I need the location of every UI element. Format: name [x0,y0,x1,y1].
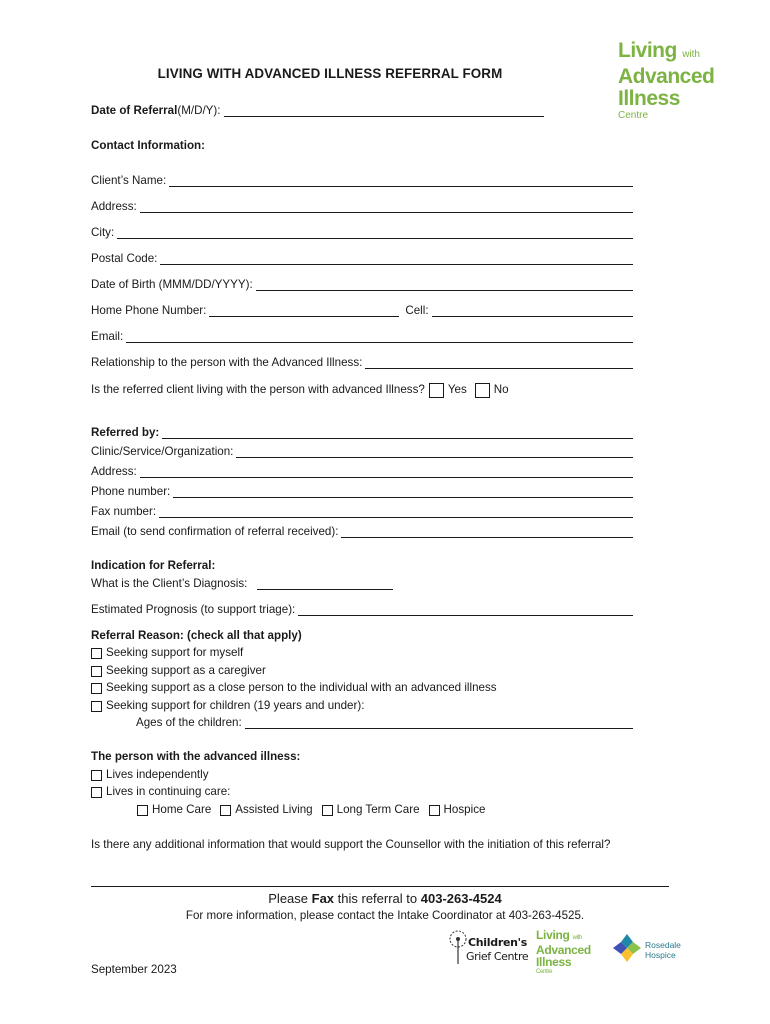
email-row [91,330,633,343]
reason-label-myself: Seeking support for myself [106,646,244,659]
reason-checkbox-myself[interactable] [91,648,102,659]
referred-by-field[interactable] [162,426,633,439]
home-phone-label: Home Phone Number: [91,304,207,317]
continuing-care-checkbox[interactable] [91,787,102,798]
postal-field[interactable] [160,252,633,265]
footer-advanced: Advanced [536,943,591,957]
childrens-grief-centre-logo [446,928,529,968]
footer-with: with [572,935,583,941]
living-question-row [91,381,509,396]
dob-field[interactable] [256,278,633,291]
rosedale-line2: Hospice [645,950,676,960]
logo-with: with [682,49,700,60]
fax-pre: Please [268,891,312,906]
ref-phone-label: Phone number: [91,485,171,498]
diagnosis-label: What is the Client’s Diagnosis: [91,577,248,590]
care-options-row [137,803,485,816]
home-phone-field[interactable] [209,304,399,317]
client-name-row [91,174,633,187]
clinic-label: Clinic/Service/Organization: [91,445,234,458]
home-care-checkbox[interactable] [137,805,148,816]
assisted-living-checkbox[interactable] [220,805,231,816]
additional-info-field[interactable] [91,874,669,887]
no-label: No [493,383,509,396]
ref-email-field[interactable] [341,525,633,538]
rosedale-line1: Rosedale [645,940,681,950]
person-heading: The person with the advanced illness: [91,750,301,763]
address-label: Address: [91,200,137,213]
reason-heading: Referral Reason: (check all that apply) [91,629,302,642]
relationship-field[interactable] [365,356,633,369]
city-label: City: [91,226,115,239]
long-term-care-checkbox[interactable] [322,805,333,816]
grief-centre-text: Grief Centre [466,950,529,963]
postal-label: Postal Code: [91,252,158,265]
fax-word: Fax [311,891,335,906]
reason-item [91,699,364,712]
ref-address-field[interactable] [140,465,633,478]
email-field[interactable] [126,330,633,343]
form-title: LIVING WITH ADVANCED ILLNESS REFERRAL FORM [157,66,503,81]
email-label: Email: [91,330,124,343]
ages-label: Ages of the children: [136,716,242,729]
reason-label-children: Seeking support for children (19 years and under): [106,699,365,712]
reason-checkbox-caregiver[interactable] [91,666,102,677]
lives-independently-row [91,768,209,781]
lives-independently-checkbox[interactable] [91,770,102,781]
reason-item [91,646,243,659]
reason-checkbox-close-person[interactable] [91,683,102,694]
date-of-referral-field[interactable] [224,104,545,117]
rosedale-hospice-logo [611,932,691,968]
address-field[interactable] [140,200,633,213]
prognosis-field[interactable] [298,603,633,616]
cell-label: Cell: [405,304,429,317]
date-of-referral-row [91,104,544,117]
ref-email-row [91,525,633,538]
reason-label-close-person: Seeking support as a close person to the individual with an advanced illness [106,681,497,694]
dob-row [91,278,633,291]
ref-fax-field[interactable] [159,505,633,518]
relationship-row [91,356,633,369]
footer-centre: Centre [536,969,553,975]
yes-label: Yes [447,383,467,396]
date-of-referral-label: Date of Referral [91,104,178,117]
ref-fax-row [91,505,633,518]
no-checkbox[interactable] [475,383,490,398]
info-line: For more information, please contact the Intake Coordinator at 403-263-4525. [185,909,585,922]
ref-address-row [91,465,633,478]
city-field[interactable] [117,226,633,239]
indication-heading: Indication for Referral: [91,559,216,572]
diagnosis-field[interactable] [257,577,393,590]
clinic-row [91,445,633,458]
reason-checkbox-children[interactable] [91,701,102,712]
rosedale-text [645,940,681,960]
diagnosis-row [91,577,393,590]
continuing-care-row [91,785,230,798]
fax-number: 403-263-4524 [420,891,502,906]
logo-centre: Centre [618,110,649,121]
logo-living: Living [618,39,677,62]
hospice-label: Hospice [443,803,486,816]
footer-living: Living [536,928,570,942]
ref-fax-label: Fax number: [91,505,157,518]
postal-row [91,252,633,265]
long-term-care-label: Long Term Care [336,803,420,816]
ref-email-label: Email (to send confirmation of referral received): [91,525,339,538]
footer-illness: Illness [536,955,572,969]
clinic-field[interactable] [236,445,633,458]
continuing-care-label: Lives in continuing care: [106,785,231,798]
footer-date: September 2023 [91,963,177,976]
logo-advanced: Advanced [618,65,715,88]
childrens-text: Children's [468,936,527,949]
ages-field[interactable] [245,716,633,729]
contact-heading: Contact Information: [91,139,205,152]
hospice-checkbox[interactable] [429,805,440,816]
fax-mid: this referral to [334,891,421,906]
living-question-label: Is the referred client living with the person with advanced Illness? [91,383,425,396]
phone-row [91,304,633,317]
yes-checkbox[interactable] [429,383,444,398]
additional-question: Is there any additional information that would support the Counsellor with the initiation of this referral? [91,838,611,851]
prognosis-label: Estimated Prognosis (to support triage): [91,603,296,616]
home-care-label: Home Care [152,803,212,816]
prognosis-row [91,603,633,616]
referred-by-label: Referred by: [91,426,160,439]
ref-phone-field[interactable] [173,485,633,498]
reason-label-caregiver: Seeking support as a caregiver [106,664,266,677]
ref-address-label: Address: [91,465,137,478]
logo-illness: Illness [618,87,680,110]
lwai-footer-logo [536,929,591,976]
date-format-label: (M/D/Y): [177,104,221,117]
city-row [91,226,633,239]
dob-label: Date of Birth (MMM/DD/YYYY): [91,278,253,291]
address-row [91,200,633,213]
rosedale-flower-icon [611,932,643,964]
client-name-label: Client’s Name: [91,174,167,187]
reason-item [91,664,266,677]
referred-by-row [91,426,633,439]
client-name-field[interactable] [169,174,633,187]
fax-line [0,891,770,906]
lwai-logo [618,40,714,122]
reason-item [91,681,497,694]
lives-independently-label: Lives independently [106,768,209,781]
cell-field[interactable] [432,304,633,317]
relationship-label: Relationship to the person with the Advanced Illness: [91,356,363,369]
ref-phone-row [91,485,633,498]
ages-row [136,716,633,729]
assisted-living-label: Assisted Living [235,803,313,816]
